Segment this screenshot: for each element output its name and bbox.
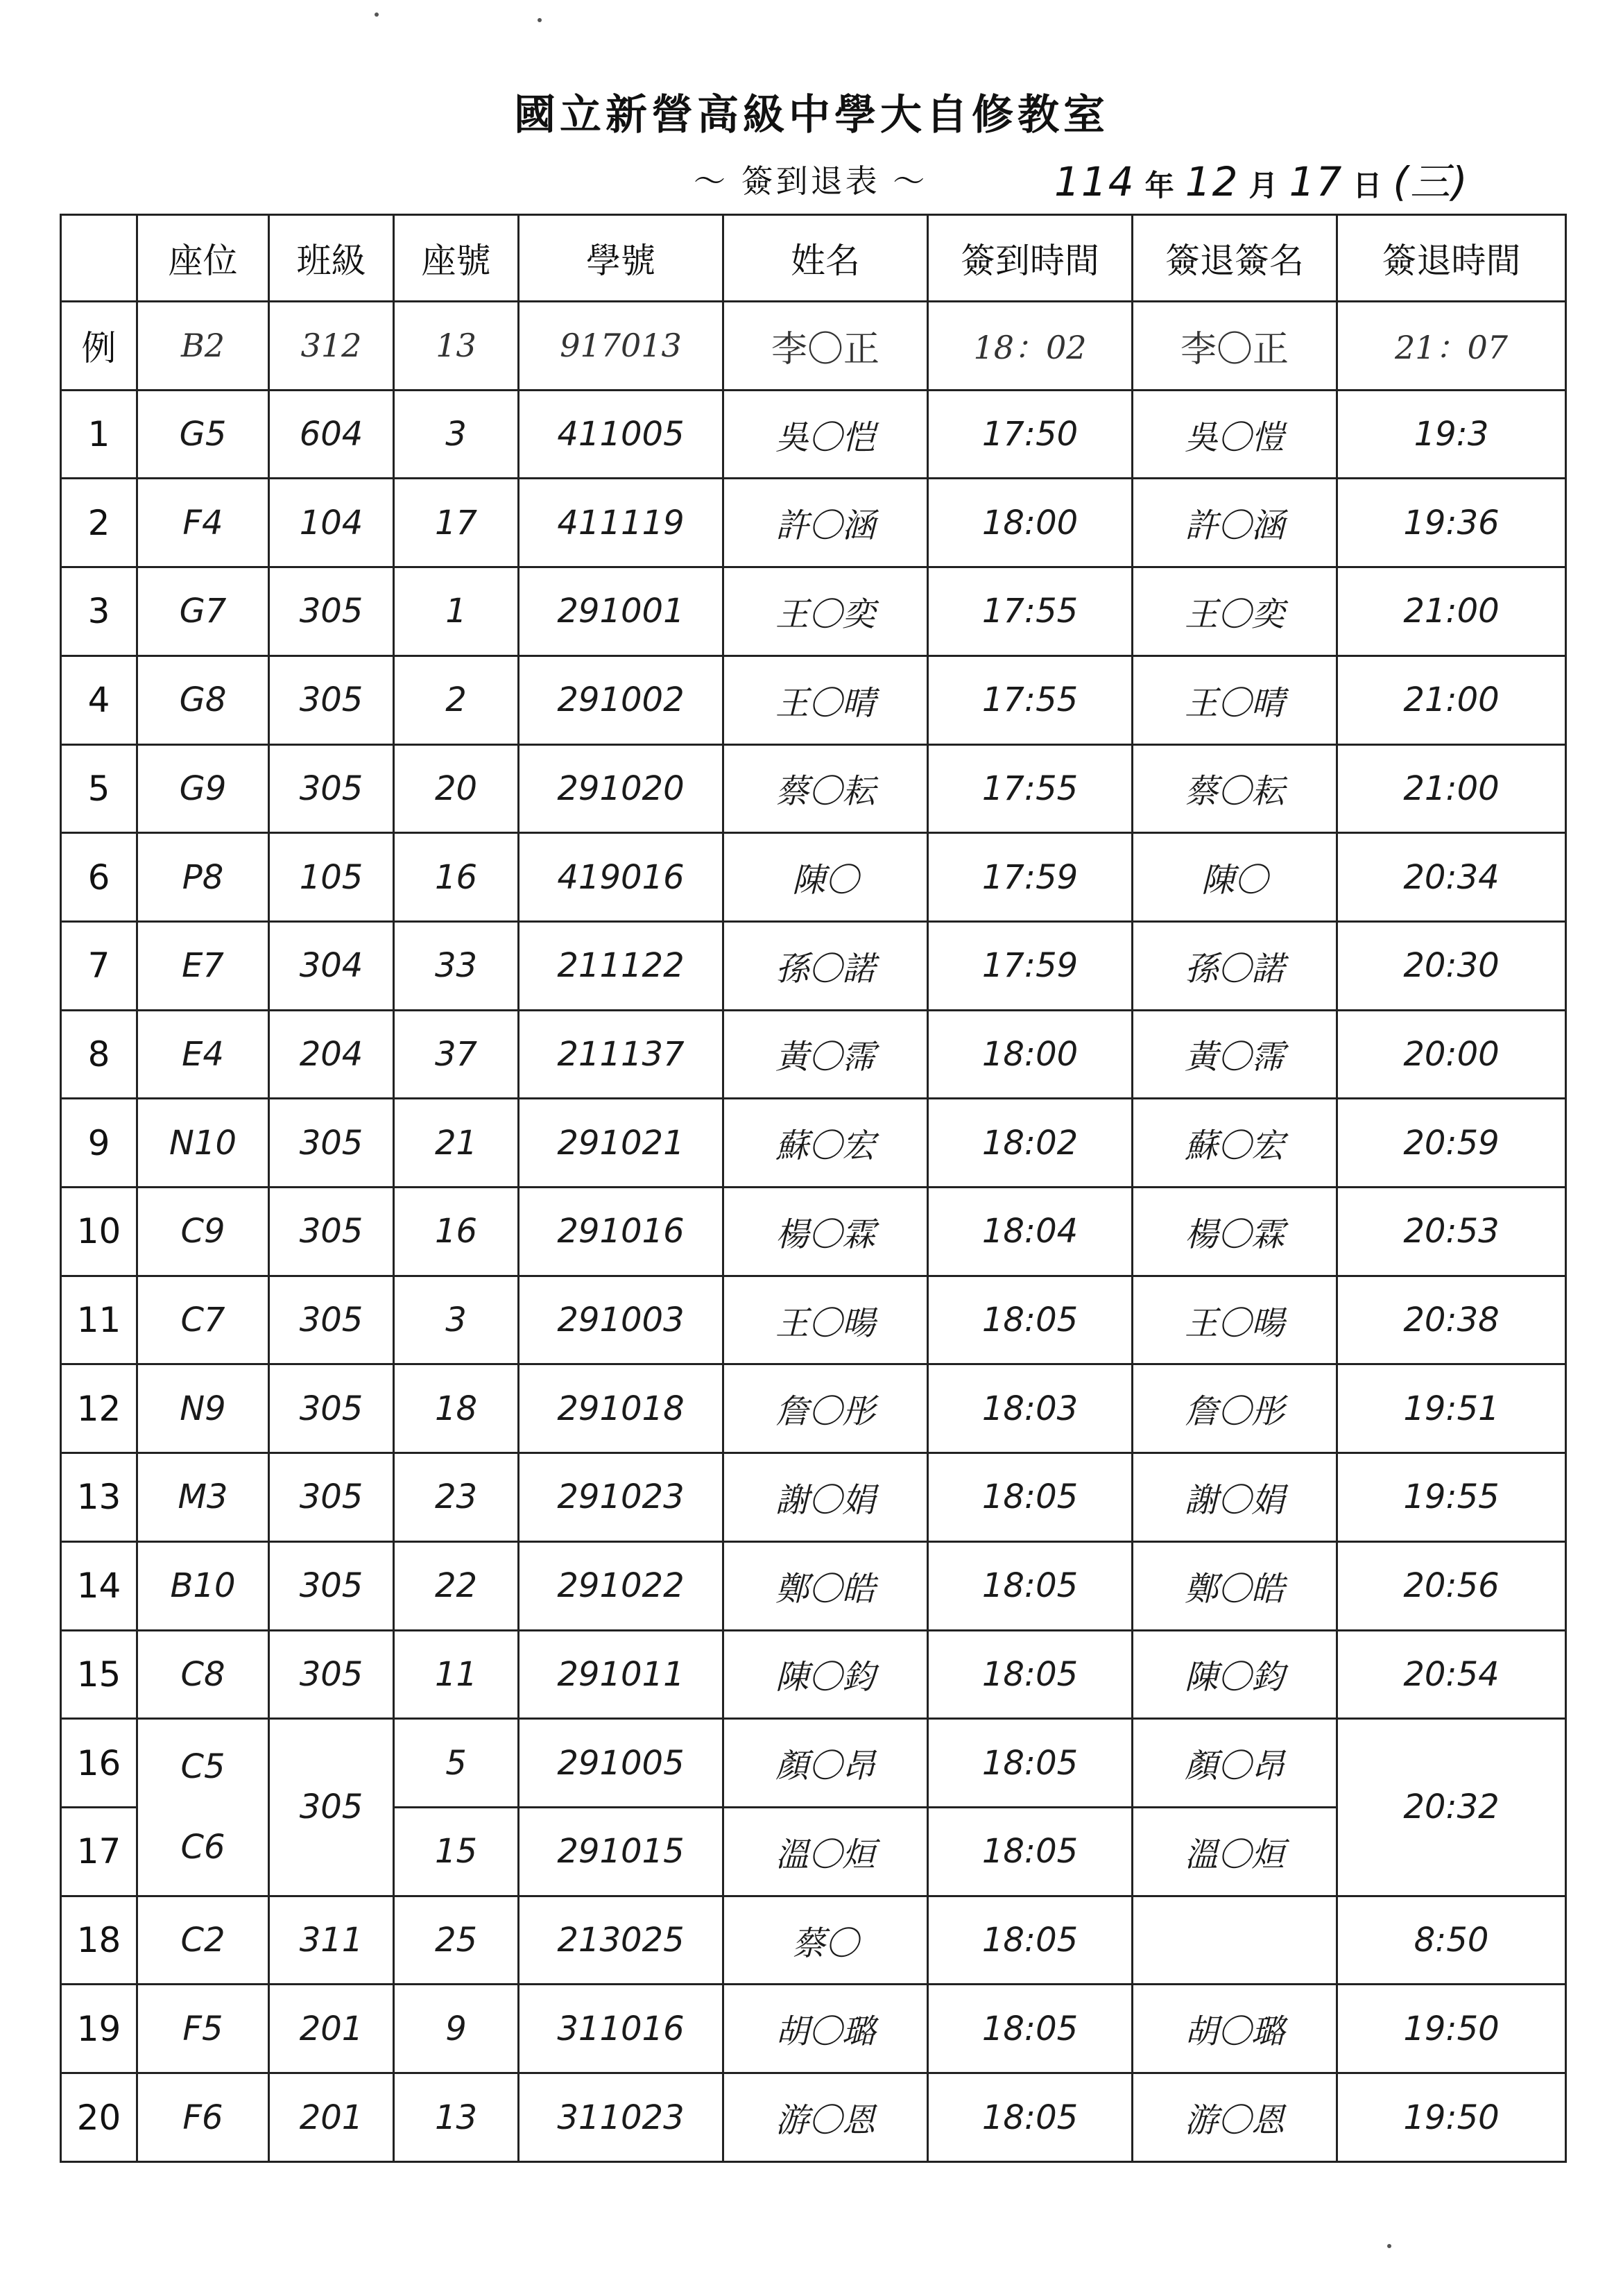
- row-signout-time: 20:59: [1337, 1099, 1566, 1188]
- row-name: 楊〇霖: [723, 1188, 928, 1276]
- row-seat: G7: [137, 567, 269, 656]
- row-signin-time: 17:55: [928, 744, 1133, 833]
- example-signin: 18：02: [928, 302, 1133, 391]
- table-row: [61, 1719, 1566, 1808]
- row-name: 謝〇娟: [723, 1453, 928, 1542]
- row-index: 10: [61, 1188, 137, 1276]
- scan-speck: [538, 18, 542, 22]
- row-signout-time: 20:00: [1337, 1010, 1566, 1099]
- row-number: 3: [394, 390, 519, 479]
- row-number: 33: [394, 921, 519, 1010]
- row-signout-time: 8:50: [1337, 1896, 1566, 1985]
- row-class: 305: [269, 1541, 394, 1630]
- row-signin-time: 17:55: [928, 656, 1133, 744]
- row-signin-time: 18:04: [928, 1188, 1133, 1276]
- row-signout-time: 19:55: [1337, 1453, 1566, 1542]
- row-index: 13: [61, 1453, 137, 1542]
- example-signout-name: 李〇正: [1133, 302, 1337, 391]
- row-index: 11: [61, 1276, 137, 1364]
- row-number: 16: [394, 833, 519, 922]
- row-student-id: 411005: [519, 390, 723, 479]
- row-student-id: 211137: [519, 1010, 723, 1099]
- table-row: [61, 567, 1566, 656]
- example-class: 312: [269, 302, 394, 391]
- example-student-id: 917013: [519, 302, 723, 391]
- row-name: 蔡〇耘: [723, 744, 928, 833]
- row-signin-time: 18:05: [928, 1896, 1133, 1985]
- row-student-id: 311023: [519, 2073, 723, 2162]
- row-signout-signature: 孫〇諾: [1133, 921, 1337, 1010]
- row-student-id: 311016: [519, 1985, 723, 2073]
- row-signout-signature: 王〇晴: [1133, 656, 1337, 744]
- header-signin-time: 簽到時間: [928, 215, 1133, 302]
- row-student-id: 411119: [519, 479, 723, 567]
- row-number: 2: [394, 656, 519, 744]
- table-row: [61, 1541, 1566, 1630]
- row-signout-time: 21:00: [1337, 656, 1566, 744]
- example-seat: B2: [137, 302, 269, 391]
- row-index: 15: [61, 1630, 137, 1719]
- row-signout-time: 20:53: [1337, 1188, 1566, 1276]
- row-signout-signature: 陳〇鈞: [1133, 1630, 1337, 1719]
- row-signout-time: 19:36: [1337, 479, 1566, 567]
- row-index: 6: [61, 833, 137, 922]
- example-name: 李〇正: [723, 302, 928, 391]
- table-row: [61, 1896, 1566, 1985]
- table-row: [61, 2073, 1566, 2162]
- row-seat: P8: [137, 833, 269, 922]
- table-row: [61, 1985, 1566, 2073]
- row-index: 12: [61, 1364, 137, 1453]
- row-student-id: 291002: [519, 656, 723, 744]
- row-number: 3: [394, 1276, 519, 1364]
- row-seat: N9: [137, 1364, 269, 1453]
- row-seat: F6: [137, 2073, 269, 2162]
- row-student-id: 291005: [519, 1719, 723, 1808]
- row-seat: F4: [137, 479, 269, 567]
- row-index: 16: [61, 1719, 137, 1808]
- example-label: 例: [61, 302, 137, 391]
- row-index: 3: [61, 567, 137, 656]
- row-signout-signature: 詹〇彤: [1133, 1364, 1337, 1453]
- row-student-id: 291003: [519, 1276, 723, 1364]
- row-signout-time: 21:00: [1337, 744, 1566, 833]
- row-name: 王〇奕: [723, 567, 928, 656]
- scan-speck: [1387, 2244, 1391, 2248]
- row-seat: E4: [137, 1010, 269, 1099]
- row-class: 604: [269, 390, 394, 479]
- date-month: 12: [1185, 158, 1239, 205]
- row-class: 201: [269, 1985, 394, 2073]
- row-name: 陳〇: [723, 833, 928, 922]
- row-number: 1: [394, 567, 519, 656]
- row-signout-time: 20:38: [1337, 1276, 1566, 1364]
- example-signout-time: 21：07: [1337, 302, 1566, 391]
- row-student-id: 291021: [519, 1099, 723, 1188]
- header-signout-signature: 簽退簽名: [1133, 215, 1337, 302]
- row-class: 305: [269, 1099, 394, 1188]
- row-signout-signature: 王〇奕: [1133, 567, 1337, 656]
- header-name: 姓名: [723, 215, 928, 302]
- row-number: 15: [394, 1807, 519, 1896]
- row-signin-time: 18:05: [928, 1719, 1133, 1808]
- row-signin-time: 18:05: [928, 1453, 1133, 1542]
- row-index: 20: [61, 2073, 137, 2162]
- row-signout-signature: 蘇〇宏: [1133, 1099, 1337, 1188]
- row-number: 22: [394, 1541, 519, 1630]
- row-student-id: 291020: [519, 744, 723, 833]
- row-signin-time: 18:05: [928, 1807, 1133, 1896]
- row-signin-time: 18:05: [928, 1630, 1133, 1719]
- row-class: 201: [269, 2073, 394, 2162]
- row-signin-time: 18:02: [928, 1099, 1133, 1188]
- row-signout-signature: 王〇暘: [1133, 1276, 1337, 1364]
- row-signout-signature: 楊〇霖: [1133, 1188, 1337, 1276]
- row-name: 陳〇鈞: [723, 1630, 928, 1719]
- row-signin-time: 18:05: [928, 1985, 1133, 2073]
- row-signin-time: 18:03: [928, 1364, 1133, 1453]
- row-signout-signature: 胡〇璐: [1133, 1985, 1337, 2073]
- row-class: 305: [269, 1630, 394, 1719]
- row-seat: F5: [137, 1985, 269, 2073]
- row-index: 17: [61, 1807, 137, 1896]
- row-name: 吳〇恺: [723, 390, 928, 479]
- row-class: 104: [269, 479, 394, 567]
- row-number: 5: [394, 1719, 519, 1808]
- row-name: 蔡〇: [723, 1896, 928, 1985]
- row-signout-time: 21:00: [1337, 567, 1566, 656]
- row-signout-time: 20:30: [1337, 921, 1566, 1010]
- row-student-id: 291015: [519, 1807, 723, 1896]
- table-row: [61, 1010, 1566, 1099]
- row-number: 21: [394, 1099, 519, 1188]
- row-seat: C9: [137, 1188, 269, 1276]
- row-seat: [137, 1719, 269, 1896]
- row-class: 204: [269, 1010, 394, 1099]
- row-number: 20: [394, 744, 519, 833]
- header-class: 班級: [269, 215, 394, 302]
- table-row: [61, 1188, 1566, 1276]
- row-number: 16: [394, 1188, 519, 1276]
- header-number: 座號: [394, 215, 519, 302]
- row-signout-time: 20:32: [1337, 1719, 1566, 1896]
- row-seat: C2: [137, 1896, 269, 1985]
- row-seat: M3: [137, 1453, 269, 1542]
- row-number: 25: [394, 1896, 519, 1985]
- row-student-id: 211122: [519, 921, 723, 1010]
- table-row: [61, 1099, 1566, 1188]
- row-number: 37: [394, 1010, 519, 1099]
- row-number: 17: [394, 479, 519, 567]
- row-student-id: 213025: [519, 1896, 723, 1985]
- row-signout-signature: 謝〇娟: [1133, 1453, 1337, 1542]
- row-signout-time: 20:34: [1337, 833, 1566, 922]
- row-index: 1: [61, 390, 137, 479]
- row-signout-time: 20:56: [1337, 1541, 1566, 1630]
- row-signout-signature: 蔡〇耘: [1133, 744, 1337, 833]
- date-year-unit: 年: [1144, 169, 1176, 203]
- table-row: [61, 921, 1566, 1010]
- row-index: 14: [61, 1541, 137, 1630]
- header-seat: 座位: [137, 215, 269, 302]
- row-class: 105: [269, 833, 394, 922]
- row-index: 5: [61, 744, 137, 833]
- row-signout-signature: 黃〇霈: [1133, 1010, 1337, 1099]
- row-class: 305: [269, 1188, 394, 1276]
- sheet-date: [1054, 149, 1469, 207]
- header-index: [61, 215, 137, 302]
- row-signin-time: 18:05: [928, 1541, 1133, 1630]
- row-name: 溫〇烜: [723, 1807, 928, 1896]
- row-class: 305: [269, 1719, 394, 1896]
- row-name: 許〇涵: [723, 479, 928, 567]
- row-signin-time: 18:05: [928, 1276, 1133, 1364]
- date-day: 17: [1289, 158, 1343, 205]
- row-seat: G9: [137, 744, 269, 833]
- row-name: 鄭〇皓: [723, 1541, 928, 1630]
- row-signout-signature: 溫〇烜: [1133, 1807, 1337, 1896]
- header-student-id: 學號: [519, 215, 723, 302]
- row-seat: E7: [137, 921, 269, 1010]
- row-signout-time: 20:54: [1337, 1630, 1566, 1719]
- date-year: 114: [1054, 158, 1135, 205]
- row-signin-time: 17:55: [928, 567, 1133, 656]
- row-seat: C7: [137, 1276, 269, 1364]
- row-name: 游〇恩: [723, 2073, 928, 2162]
- row-student-id: 291018: [519, 1364, 723, 1453]
- row-number: 13: [394, 2073, 519, 2162]
- table-row: [61, 833, 1566, 922]
- row-signin-time: 18:00: [928, 479, 1133, 567]
- row-student-id: 291023: [519, 1453, 723, 1542]
- row-number: 18: [394, 1364, 519, 1453]
- row-name: 王〇暘: [723, 1276, 928, 1364]
- scan-speck: [375, 12, 379, 17]
- row-seat: N10: [137, 1099, 269, 1188]
- table-row: [61, 1453, 1566, 1542]
- row-class: 305: [269, 1276, 394, 1364]
- row-name: 詹〇彤: [723, 1364, 928, 1453]
- table-row: [61, 479, 1566, 567]
- row-seat: G5: [137, 390, 269, 479]
- row-name: 王〇晴: [723, 656, 928, 744]
- sign-in-table: [60, 214, 1567, 2163]
- row-signin-time: 17:59: [928, 833, 1133, 922]
- row-seat: C8: [137, 1630, 269, 1719]
- row-signin-time: 17:50: [928, 390, 1133, 479]
- row-index: 2: [61, 479, 137, 567]
- row-signout-signature: 吳〇愷: [1133, 390, 1337, 479]
- row-signout-signature: 游〇恩: [1133, 2073, 1337, 2162]
- row-signout-time: 19:3: [1337, 390, 1566, 479]
- example-number: 13: [394, 302, 519, 391]
- row-index: 19: [61, 1985, 137, 2073]
- row-class: 305: [269, 1364, 394, 1453]
- row-student-id: 291001: [519, 567, 723, 656]
- row-index: 8: [61, 1010, 137, 1099]
- row-signout-signature: 許〇涵: [1133, 479, 1337, 567]
- header-row: [61, 215, 1566, 302]
- row-class: 305: [269, 744, 394, 833]
- row-seat: B10: [137, 1541, 269, 1630]
- row-seat: G8: [137, 656, 269, 744]
- row-class: 305: [269, 567, 394, 656]
- row-seat: C6: [180, 1828, 225, 1867]
- row-student-id: 419016: [519, 833, 723, 922]
- table-row: [61, 744, 1566, 833]
- date-month-unit: 月: [1248, 169, 1280, 203]
- row-index: 4: [61, 656, 137, 744]
- header-signout-time: 簽退時間: [1337, 215, 1566, 302]
- row-index: 7: [61, 921, 137, 1010]
- row-signout-signature: 顏〇昂: [1133, 1719, 1337, 1808]
- example-row: [61, 302, 1566, 391]
- date-day-unit: 日: [1352, 169, 1384, 203]
- row-class: 305: [269, 656, 394, 744]
- table-row: [61, 1276, 1566, 1364]
- row-name: 孫〇諾: [723, 921, 928, 1010]
- table-row: [61, 1630, 1566, 1719]
- row-student-id: 291016: [519, 1188, 723, 1276]
- row-class: 305: [269, 1453, 394, 1542]
- row-number: 9: [394, 1985, 519, 2073]
- row-signout-signature: [1133, 1896, 1337, 1985]
- row-class: 304: [269, 921, 394, 1010]
- date-weekday: (三): [1393, 158, 1469, 205]
- row-signin-time: 18:00: [928, 1010, 1133, 1099]
- table-row: [61, 390, 1566, 479]
- row-seat: C5: [180, 1747, 225, 1787]
- row-signin-time: 18:05: [928, 2073, 1133, 2162]
- row-name: 顏〇昂: [723, 1719, 928, 1808]
- row-signout-signature: 陳〇: [1133, 833, 1337, 922]
- row-name: 蘇〇宏: [723, 1099, 928, 1188]
- row-class: 311: [269, 1896, 394, 1985]
- table-row: [61, 656, 1566, 744]
- row-index: 9: [61, 1099, 137, 1188]
- row-student-id: 291022: [519, 1541, 723, 1630]
- row-number: 11: [394, 1630, 519, 1719]
- row-signout-time: 19:50: [1337, 2073, 1566, 2162]
- row-signout-signature: 鄭〇皓: [1133, 1541, 1337, 1630]
- row-name: 黃〇霈: [723, 1010, 928, 1099]
- row-number: 23: [394, 1453, 519, 1542]
- table-row: [61, 1364, 1566, 1453]
- row-signout-time: 19:51: [1337, 1364, 1566, 1453]
- sheet-title: 國立新營高級中學大自修教室: [514, 91, 1109, 139]
- row-student-id: 291011: [519, 1630, 723, 1719]
- row-index: 18: [61, 1896, 137, 1985]
- row-signout-time: 19:50: [1337, 1985, 1566, 2073]
- row-signin-time: 17:59: [928, 921, 1133, 1010]
- sheet-subtitle: ～ 簽到退表 ～: [694, 162, 928, 200]
- row-name: 胡〇璐: [723, 1985, 928, 2073]
